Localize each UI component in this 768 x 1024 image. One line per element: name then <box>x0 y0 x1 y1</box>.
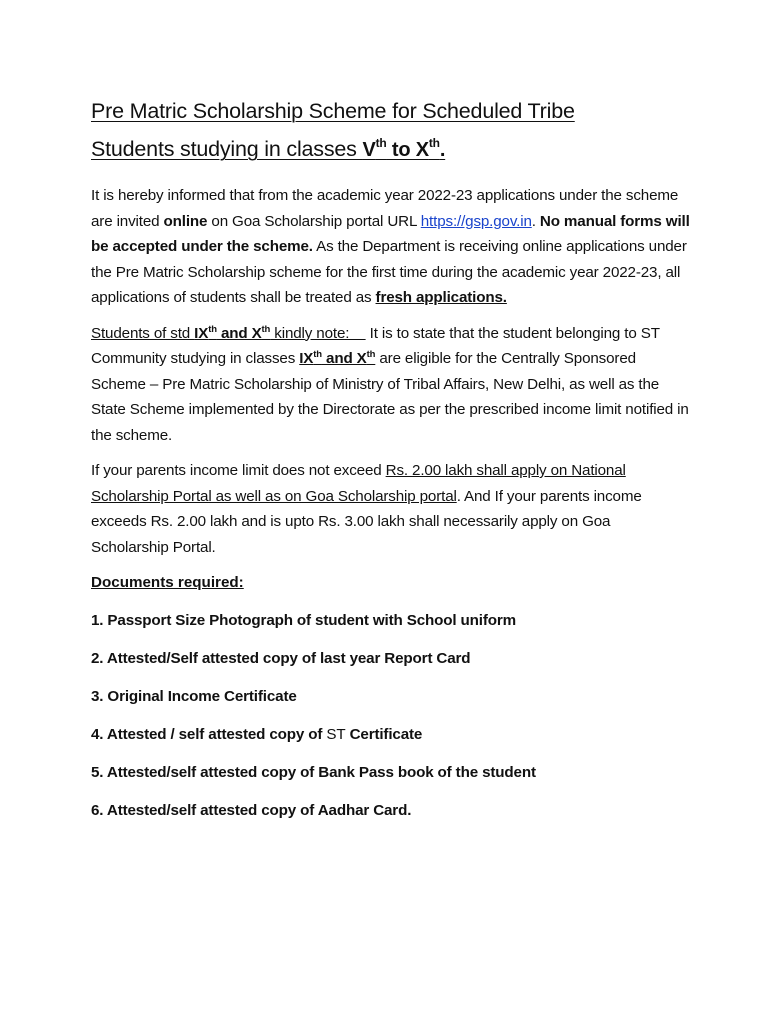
fresh-applications-emphasis: fresh applications. <box>375 289 507 306</box>
note-text-1: It is to state that the student belonging to ST Community studying in classes <box>91 324 660 367</box>
income-underlined-text: Rs. 2.00 lakh shall apply on National Scholarship Portal as well as on Goa Scholarship portal <box>91 462 626 505</box>
income-text-2: . And If your parents income exceeds Rs. 2.00 lakh and is upto Rs. 3.00 lakh shall necessarily apply on Goa Scholarship Portal. <box>91 487 642 556</box>
document-item-st-certificate <box>91 722 691 748</box>
title-v-sup: th <box>375 136 387 150</box>
classes-ix-sup: th <box>313 349 322 360</box>
intro-text-3: . <box>531 212 540 230</box>
title-end: . <box>439 139 446 161</box>
documents-list <box>91 608 691 824</box>
document-item-report-card: 2. Attested/Self attested copy of last year Report Card <box>91 649 471 667</box>
std-ix-text: IX <box>194 324 209 342</box>
title-class-v <box>362 136 446 161</box>
gsp-portal-link[interactable]: https://gsp.gov.in <box>420 212 532 230</box>
std-and-x-text: and X <box>216 324 262 342</box>
title-to-x: to X <box>386 139 429 161</box>
classes-x-sup: th <box>366 349 376 360</box>
document-item-aadhar-card: 6. Attested/self attested copy of Aadhar Card. <box>91 801 412 819</box>
title-line-2-prefix: Students studying in classes <box>91 137 363 161</box>
intro-paragraph <box>91 183 691 311</box>
classes-and-x-text: and X <box>321 350 367 367</box>
document-title <box>91 92 691 169</box>
classes-ix-x <box>299 350 375 367</box>
note-text-2: are eligible for the Centrally Sponsored Scheme – Pre Matric Scholarship of Ministry of Tribal Affairs, New Delhi, as well as the State Scheme implemented by the Directorate as per the prescribed income limit notified in the scheme. <box>91 350 689 444</box>
title-v: V <box>362 139 376 161</box>
intro-text-4: As the Department is receiving online applications under the Pre Matric Scholarship scheme for the first time during the academic year 2022-23, all applications of students shall be treated as <box>91 238 687 306</box>
document-item-bank-passbook: 5. Attested/self attested copy of Bank Pass book of the student <box>91 763 536 781</box>
students-of-std-heading <box>91 325 366 342</box>
intro-text-2: on Goa Scholarship portal URL <box>207 212 421 230</box>
document-item-income-certificate: 3. Original Income Certificate <box>91 687 297 705</box>
st-cert-text-2: Certificate <box>345 725 423 743</box>
document-page <box>91 92 691 836</box>
title-x-sup: th <box>428 136 440 150</box>
st-cert-text-1: 4. Attested / self attested copy of <box>91 725 327 743</box>
income-limit-paragraph <box>91 458 691 560</box>
std-x-sup: th <box>261 323 271 335</box>
st-cert-st: ST <box>326 725 346 743</box>
std-ix-x-note-paragraph <box>91 321 691 449</box>
intro-text-1: It is hereby informed that from the academic year 2022-23 applications under the scheme are invited <box>91 187 679 230</box>
kindly-note-text: kindly note: <box>270 324 366 342</box>
classes-ix-text: IX <box>299 350 314 367</box>
students-of-std-text: Students of std <box>91 324 195 342</box>
online-emphasis: online <box>163 212 208 230</box>
document-item-photograph: 1. Passport Size Photograph of student with School uniform <box>91 611 517 629</box>
no-manual-forms-notice: No manual forms will be accepted under the scheme. <box>91 212 690 255</box>
income-text-1: If your parents income limit does not exceed <box>91 462 386 479</box>
std-ix-sup: th <box>208 323 217 335</box>
title-line-1: Pre Matric Scholarship Scheme for Scheduled Tribe <box>91 99 575 123</box>
documents-required-heading: Documents required: <box>91 574 244 591</box>
std-ix <box>194 325 270 342</box>
